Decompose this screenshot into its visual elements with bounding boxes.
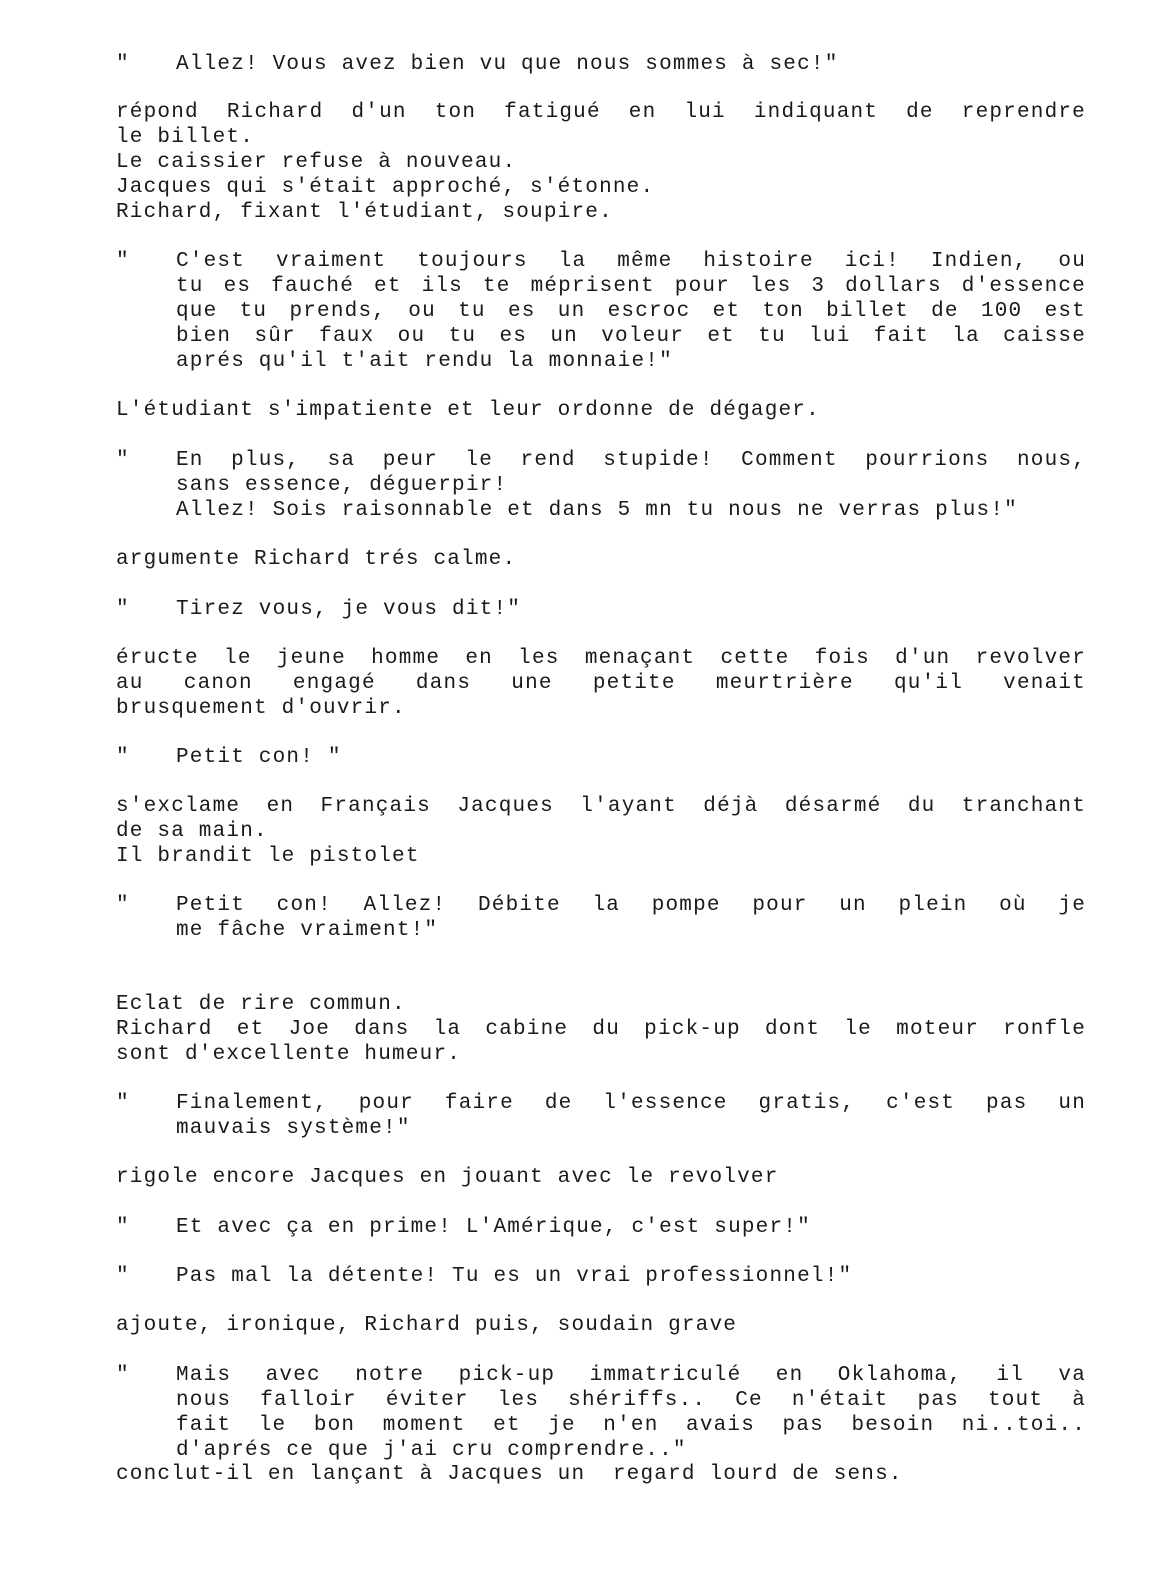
dialogue-line: fait le bon moment et je n'en avais pas besoin ni..toi.. xyxy=(176,1414,1086,1437)
narration-line: argumente Richard trés calme. xyxy=(116,548,517,571)
narration-line: au canon engagé dans une petite meurtrière qu'il venait xyxy=(116,672,1086,695)
narration-line: répond Richard d'un ton fatigué en lui indiquant de reprendre xyxy=(116,101,1086,124)
dialogue-line: Allez! Vous avez bien vu que nous sommes à sec!" xyxy=(176,53,839,76)
narration-line: de sa main. xyxy=(116,820,268,843)
narration-line: conclut-il en lançant à Jacques un regard lourd de sens. xyxy=(116,1463,903,1486)
narration-line: Richard, fixant l'étudiant, soupire. xyxy=(116,201,613,224)
narration-line: le billet. xyxy=(116,126,255,149)
dialogue-line: Petit con! " xyxy=(176,746,342,769)
quote-mark: " xyxy=(116,746,130,769)
dialogue-line: que tu prends, ou tu es un escroc et ton billet de 100 est xyxy=(176,300,1086,323)
narration-line: Jacques qui s'était approché, s'étonne. xyxy=(116,176,655,199)
quote-mark: " xyxy=(116,53,130,76)
narration-line: Richard et Joe dans la cabine du pick-up dont le moteur ronfle xyxy=(116,1018,1086,1041)
quote-mark: " xyxy=(116,1265,130,1288)
narration-line: Le caissier refuse à nouveau. xyxy=(116,151,517,174)
dialogue-line: Finalement, pour faire de l'essence gratis, c'est pas un xyxy=(176,1092,1086,1115)
quote-mark: " xyxy=(116,1364,130,1387)
narration-line: éructe le jeune homme en les menaçant cette fois d'un revolver xyxy=(116,647,1086,670)
narration-line: Il brandit le pistolet xyxy=(116,845,420,868)
quote-mark: " xyxy=(116,1092,130,1115)
narration-line: Eclat de rire commun. xyxy=(116,993,406,1016)
dialogue-line: Petit con! Allez! Débite la pompe pour un plein où je xyxy=(176,894,1086,917)
dialogue-line: Tirez vous, je vous dit!" xyxy=(176,598,522,621)
narration-line: ajoute, ironique, Richard puis, soudain grave xyxy=(116,1314,738,1337)
quote-mark: " xyxy=(116,250,130,273)
dialogue-line: nous falloir éviter les shériffs.. Ce n'était pas tout à xyxy=(176,1389,1086,1412)
dialogue-line: bien sûr faux ou tu es un voleur et tu lui fait la caisse xyxy=(176,325,1086,348)
dialogue-line: En plus, sa peur le rend stupide! Comment pourrions nous, xyxy=(176,449,1086,472)
quote-mark: " xyxy=(116,449,130,472)
narration-line: s'exclame en Français Jacques l'ayant déjà désarmé du tranchant xyxy=(116,795,1086,818)
dialogue-line: d'aprés ce que j'ai cru comprendre.." xyxy=(176,1439,687,1462)
narration-line: rigole encore Jacques en jouant avec le revolver xyxy=(116,1166,779,1189)
quote-mark: " xyxy=(116,894,130,917)
dialogue-line: tu es fauché et ils te méprisent pour les 3 dollars d'essence xyxy=(176,275,1086,298)
dialogue-line: sans essence, déguerpir! xyxy=(176,474,508,497)
dialogue-line: Et avec ça en prime! L'Amérique, c'est super!" xyxy=(176,1216,811,1239)
quote-mark: " xyxy=(116,598,130,621)
narration-line: brusquement d'ouvrir. xyxy=(116,697,406,720)
dialogue-line: Allez! Sois raisonnable et dans 5 mn tu nous ne verras plus!" xyxy=(176,499,1018,522)
dialogue-line: C'est vraiment toujours la même histoire ici! Indien, ou xyxy=(176,250,1086,273)
dialogue-line: me fâche vraiment!" xyxy=(176,919,439,942)
quote-mark: " xyxy=(116,1216,130,1239)
dialogue-line: Mais avec notre pick-up immatriculé en Oklahoma, il va xyxy=(176,1364,1086,1387)
narration-line: sont d'excellente humeur. xyxy=(116,1043,462,1066)
dialogue-line: Pas mal la détente! Tu es un vrai professionnel!" xyxy=(176,1265,853,1288)
narration-line: L'étudiant s'impatiente et leur ordonne de dégager. xyxy=(116,399,820,422)
dialogue-line: mauvais système!" xyxy=(176,1117,411,1140)
dialogue-line: aprés qu'il t'ait rendu la monnaie!" xyxy=(176,350,673,373)
